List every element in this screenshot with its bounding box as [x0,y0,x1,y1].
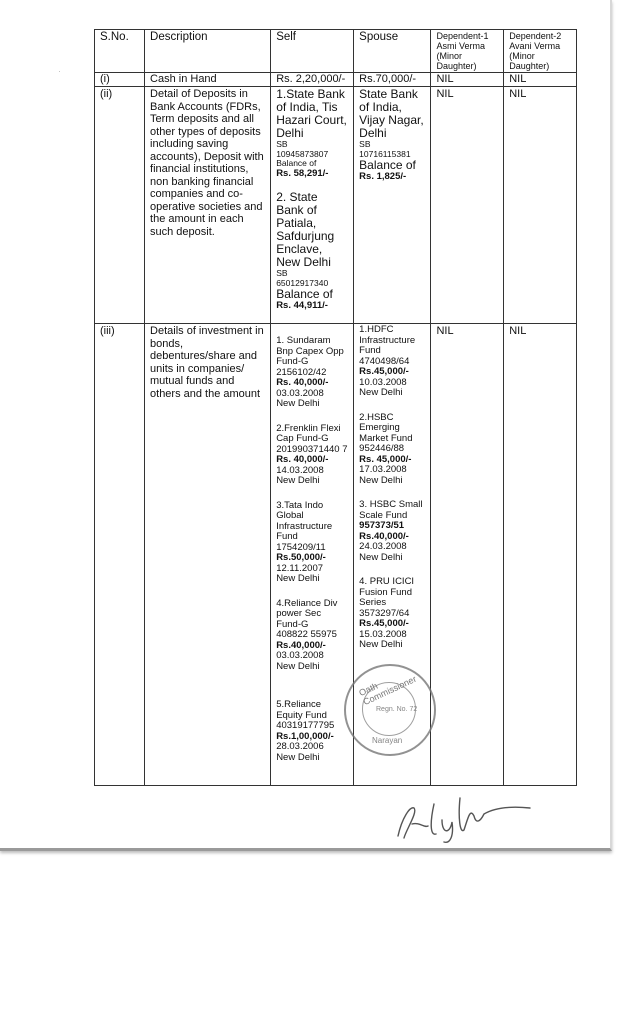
row2-sno: (ii) [95,87,145,324]
oath-commissioner-stamp [344,664,436,756]
date: 12.11.2007 [276,562,324,574]
dep1-line: Dependent-1 [436,31,489,41]
balance-label: Balance of [359,158,416,172]
date: 10.03.2008 [359,376,407,388]
dep2-line: (Minor [509,51,535,61]
account-label: SB [276,268,288,278]
fund-name: 4. PRU ICICI Fusion Fund Series [359,576,415,608]
investment-entry [359,325,425,399]
fund-name: 3. HSBC Small Scale Fund [359,499,423,521]
date: 03.03.2008 [276,387,324,399]
header-sno: S.No. [95,30,145,73]
header-dependent-1 [431,30,504,73]
folio: 3573297/64 [359,607,410,619]
row1-sno: (i) [95,73,145,87]
fund-name: 1. Sundaram Bnp Capex Opp Fund-G [276,335,344,367]
row1-description: Cash in Hand [145,73,271,87]
row3-self [271,324,354,786]
row1-dep2: NIL [504,73,577,87]
signature [390,778,540,848]
place: New Delhi [359,639,403,650]
assets-table [94,29,577,786]
balance-label: Balance of [276,287,333,301]
amount: Rs.40,000/- [276,639,326,651]
bank-name: State Bank of India, Vijay Nagar, Delhi [359,87,424,140]
row1-dep1: NIL [431,73,504,87]
header-description: Description [145,30,271,73]
row2-description: Detail of Deposits in Bank Accounts (FDRs, Term deposits and all other types of deposits including saving accounts), Deposit with financial institutions, non banking financial companies and co-operative societies and the amount in each such deposit. [145,87,271,324]
date: 24.03.2008 [359,541,407,552]
date: 28.03.2006 [276,741,324,752]
dep2-line: Avani Verma [509,41,561,51]
dep2-line: Dependent-2 [509,31,562,41]
row1-self: Rs. 2,20,000/- [271,73,354,87]
account-number: 10945873807 [276,148,329,159]
investment-entry [359,577,425,651]
folio: 40319177795 [276,720,335,731]
amount: Rs. 40,000/- [276,377,329,388]
date: 14.03.2008 [276,464,324,476]
header-dependent-2 [504,30,577,73]
amount: Rs.1,00,000/- [276,730,334,742]
place: New Delhi [276,398,320,409]
table-row-investments [95,324,577,786]
row3-dep1: NIL [431,324,504,786]
row3-dep2: NIL [504,324,577,786]
amount: Rs. 40,000/- [276,454,329,465]
amount: Rs. 45,000/- [359,453,412,465]
investment-entry [359,413,425,487]
investment-entry [276,424,348,487]
row2-spouse [354,87,431,324]
fund-name: 4.Reliance Div power Sec Fund-G [276,597,338,630]
investment-entry [276,700,348,763]
place: New Delhi [276,751,320,763]
fund-name: 3.Tata Indo Global Infrastructure Fund [276,499,333,542]
account-number: 65012917340 [276,277,329,288]
place: New Delhi [276,573,320,584]
row2-dep1: NIL [431,87,504,324]
row2-dep2: NIL [504,87,577,324]
balance-amount: Rs. 44,911/- [276,300,328,311]
fund-name: 2.HSBC Emerging Market Fund [359,411,413,444]
account-number: 10716115381 [359,148,411,159]
balance-amount: Rs. 58,291/- [276,167,329,179]
margin-mark: · [58,66,61,76]
stamp-text-top: Oath Commissioner [357,673,418,708]
row3-sno: (iii) [95,324,145,786]
date: 03.03.2008 [276,650,324,661]
place: New Delhi [276,660,320,672]
folio: 952446/88 [359,443,405,454]
stamp-text-bottom: Narayan [372,736,403,745]
investment-entry [276,599,348,673]
place: New Delhi [359,551,403,563]
balance-amount: Rs. 1,825/- [359,171,407,182]
fund-name: 2.Frenklin Flexi Cap Fund-G [276,422,341,444]
place: New Delhi [276,475,320,486]
header-row [95,30,577,73]
bank-name: 1.State Bank of India, Tis Hazari Court, Delhi [276,87,347,140]
place: New Delhi [359,474,403,486]
dep1-line: Asmi Verma [436,41,485,51]
amount: Rs.50,000/- [276,552,326,563]
folio: 4740498/64 [359,355,410,367]
investment-entry [359,500,425,563]
fund-name: 1.HDFC Infrastructure Fund [359,324,416,356]
amount: Rs.40,000/- [359,530,409,542]
folio: 957373/51 [359,520,405,531]
date: 17.03.2008 [359,464,407,475]
amount: Rs.45,000/- [359,618,409,629]
dep1-line: Daughter) [436,61,477,71]
place: New Delhi [359,387,403,398]
header-self: Self [271,30,354,73]
dep2-line: Daughter) [509,61,550,71]
amount: Rs.45,000/- [359,366,409,377]
folio: 2156102/42 [276,366,327,378]
date: 15.03.2008 [359,628,407,640]
folio: 201990371440 7 [276,443,348,455]
row3-description: Details of investment in bonds, debentures/share and units in companies/ mutual funds and others and the amount [145,324,271,786]
investment-entry [276,336,348,410]
dep1-line: (Minor [436,51,462,61]
table-row-deposits [95,87,577,324]
folio: 1754209/11 [276,541,326,553]
stamp-text-mid: Regn. No. 72 [376,706,418,713]
table-row-cash [95,73,577,87]
account-label: SB [276,139,288,149]
row2-self [271,87,354,324]
header-spouse: Spouse [354,30,431,73]
balance-label: Balance of [276,158,317,168]
investment-entry [276,501,348,585]
account-label: SB [359,139,371,149]
bank-name: 2. State Bank of Patiala, Safdurjung Enclave, New Delhi [276,190,335,269]
folio: 408822 55975 [276,629,337,640]
row1-spouse: Rs.70,000/- [354,73,431,87]
fund-name: 5.Reliance Equity Fund [276,699,327,721]
